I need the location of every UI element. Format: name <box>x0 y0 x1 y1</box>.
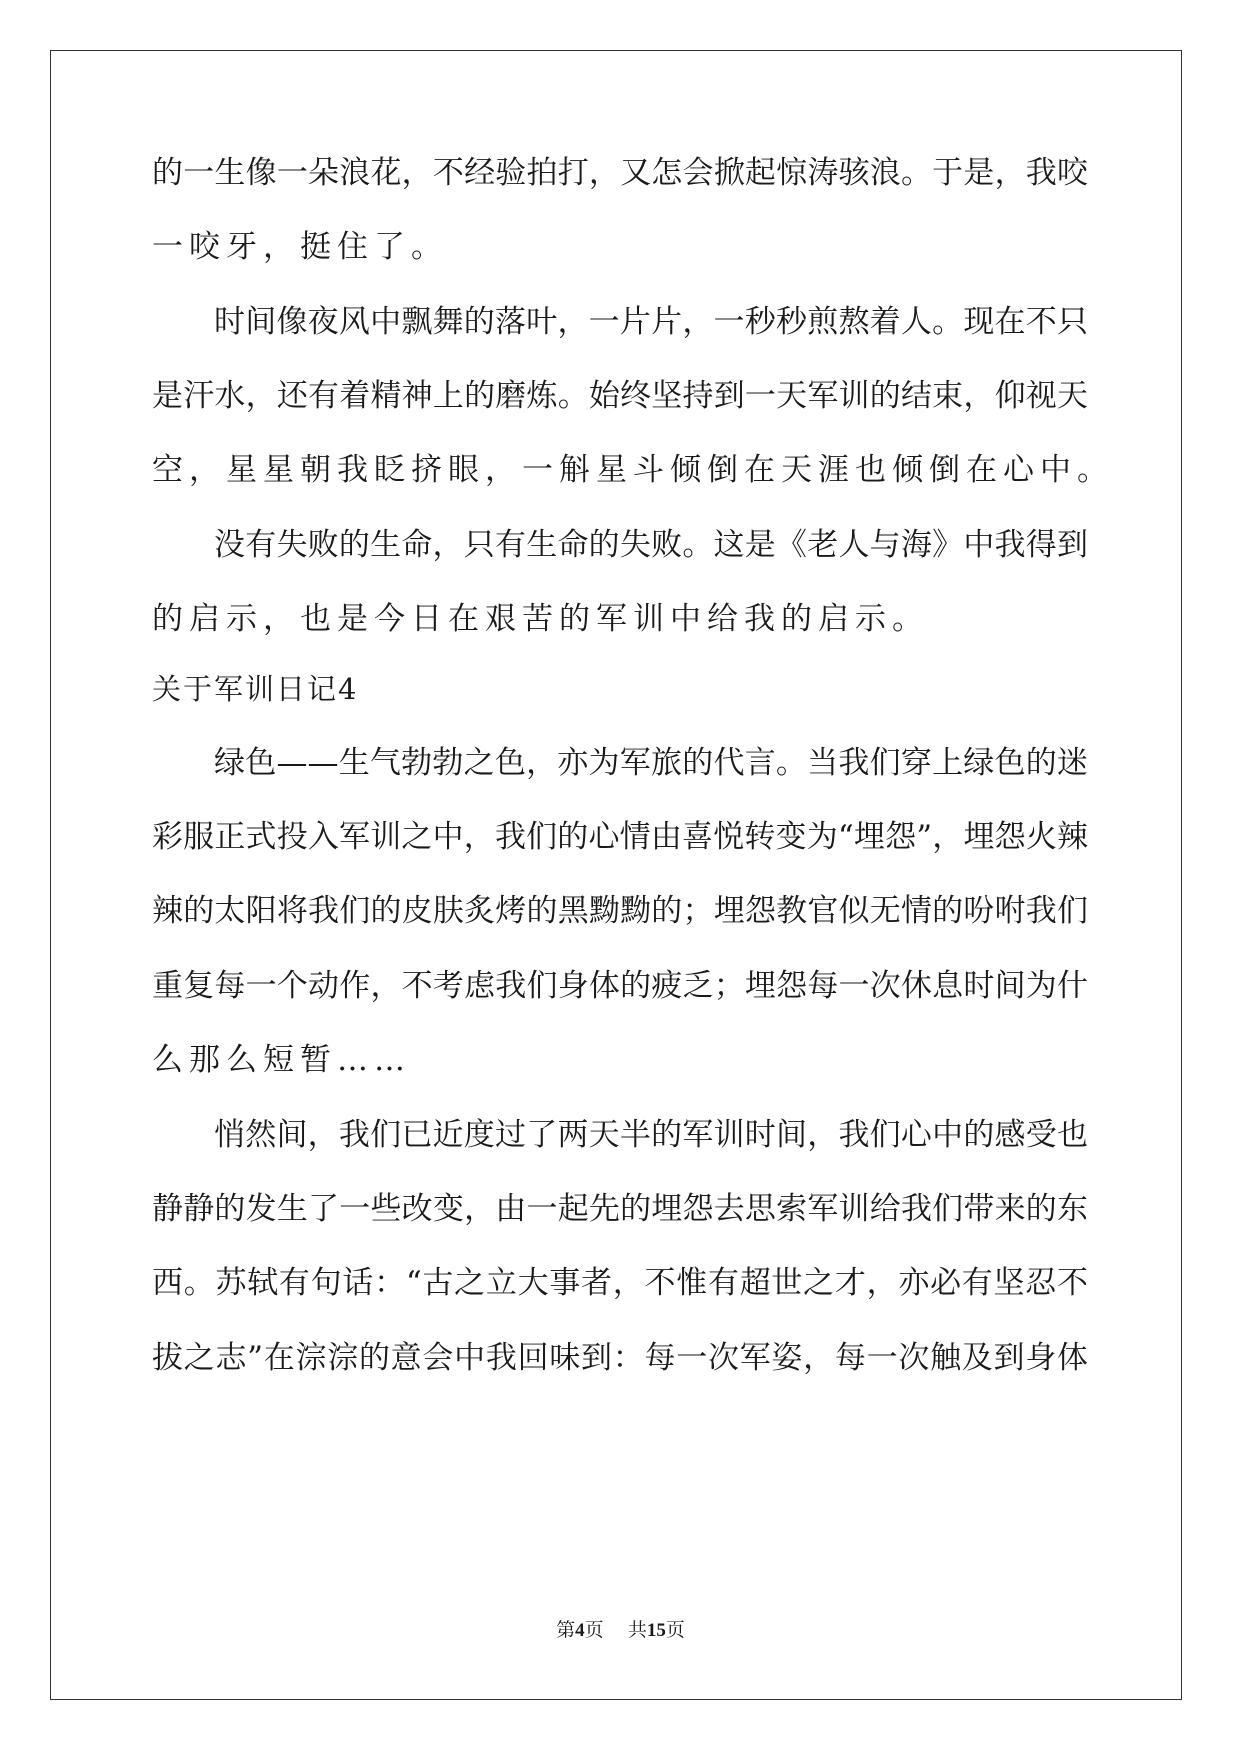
page-border <box>50 50 1182 1700</box>
section-heading: 关于军训日记4 <box>152 672 359 706</box>
text-line: 静静的发生了一些改变，由一起先的埋怨去思索军训给我们带来的东 <box>152 1191 1088 1227</box>
text-line: 么那么短暂…… <box>152 1042 411 1078</box>
current-page-number: 4 <box>575 1620 585 1641</box>
text-line: 绿色——生气勃勃之色，亦为军旅的代言。当我们穿上绿色的迷 <box>214 745 1088 781</box>
page-footer <box>0 1618 1241 1643</box>
total-page-count: 15 <box>646 1620 666 1641</box>
text-line: 彩服正式投入军训之中，我们的心情由喜悦转变为“埋怨”，埋怨火辣 <box>152 819 1088 855</box>
footer-middle: 页 共 <box>584 1619 647 1641</box>
text-line: 的一生像一朵浪花，不经验拍打，又怎会掀起惊涛骇浪。于是，我咬 <box>152 155 1088 191</box>
text-line: 是汗水，还有着精神上的磨炼。始终坚持到一天军训的结束，仰视天 <box>152 378 1088 414</box>
text-line: 重复每一个动作，不考虑我们身体的疲乏；埋怨每一次休息时间为什 <box>152 968 1088 1004</box>
footer-suffix: 页 <box>665 1619 685 1641</box>
text-line: 空，星星朝我眨挤眼，一斛星斗倾倒在天涯也倾倒在心中。 <box>152 452 1114 488</box>
text-line: 拔之志”在淙淙的意会中我回味到：每一次军姿，每一次触及到身体 <box>152 1340 1088 1376</box>
text-line: 一咬牙，挺住了。 <box>152 229 448 265</box>
text-line: 没有失败的生命，只有生命的失败。这是《老人与海》中我得到 <box>214 527 1088 563</box>
footer-prefix: 第 <box>556 1619 576 1641</box>
text-line: 辣的太阳将我们的皮肤炙烤的黑黝黝的；埋怨教官似无情的吩咐我们 <box>152 893 1088 929</box>
text-line: 时间像夜风中飘舞的落叶，一片片，一秒秒煎熬着人。现在不只 <box>214 304 1088 340</box>
text-line: 西。苏轼有句话：“古之立大事者，不惟有超世之才，亦必有坚忍不 <box>152 1265 1088 1301</box>
text-line: 的启示，也是今日在艰苦的军训中给我的启示。 <box>152 601 929 637</box>
text-line: 悄然间，我们已近度过了两天半的军训时间，我们心中的感受也 <box>214 1117 1088 1153</box>
